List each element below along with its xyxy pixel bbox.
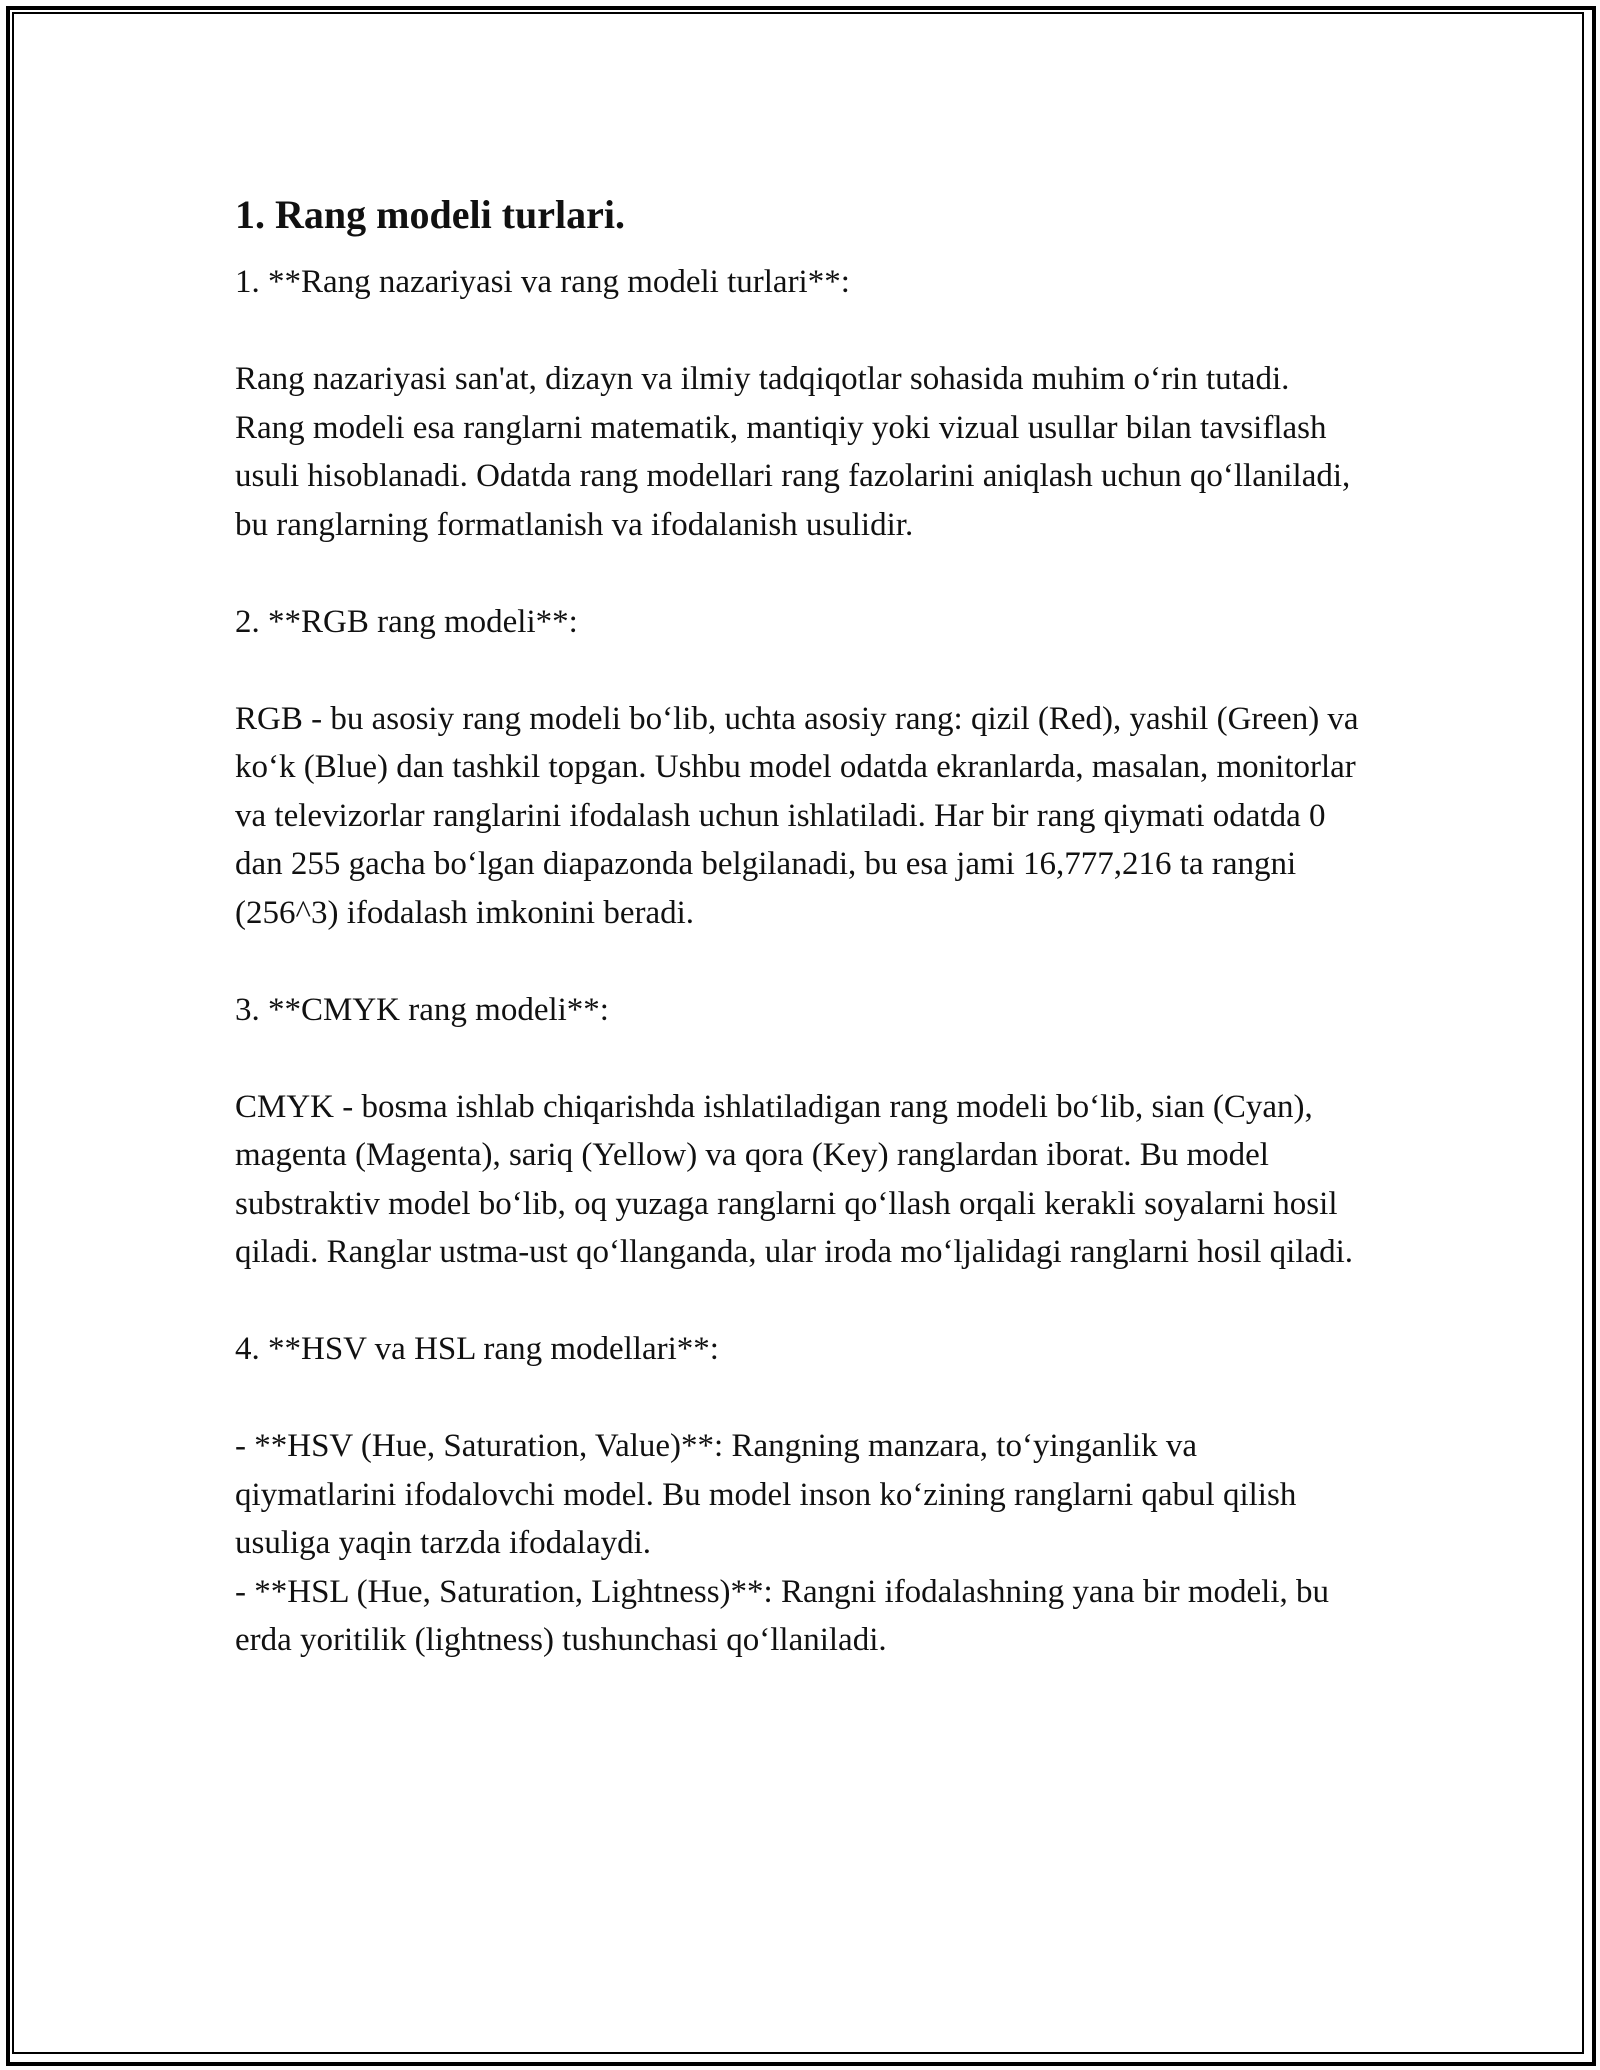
- section-heading-cmyk: 3. **CMYK rang modeli**:: [235, 991, 609, 1028]
- section-heading-rang-nazariyasi: 1. **Rang nazariyasi va rang modeli turlari**:: [235, 264, 850, 300]
- blank-line: [235, 1374, 1365, 1423]
- blank-line: [235, 307, 1365, 356]
- page-title: 1. Rang modeli turlari.: [235, 192, 625, 237]
- blank-line: [235, 549, 1365, 598]
- document-body: [235, 190, 1365, 1665]
- paragraph-hsv-hsl: - **HSV (Hue, Saturation, Value)**: Rangning manzara, to‘yinganlik va qiymatlarini ifodalovchi model. Bu model inson ko‘zining ranglarni qabul qilish usuliga yaqin tarzda ifodalaydi. - **HSL (Hue, Saturation, Lightness)**: Rangni ifodalashning yana bir modeli, bu erda yoritilik (lightness) tushunchasi qo‘llaniladi.: [235, 1428, 1330, 1658]
- blank-line: [235, 1034, 1365, 1083]
- blank-line: [235, 937, 1365, 986]
- paragraph-cmyk: CMYK - bosma ishlab chiqarishda ishlatiladigan rang modeli bo‘lib, sian (Cyan), magenta (Magenta), sariq (Yellow) va qora (Key) ranglardan iborat. Bu model substraktiv model bo‘lib, oq yuzaga ranglarni qo‘llash orqali kerakli soyalarni hosil qiladi. Ranglar ustma-ust qo‘llanganda, ular iroda mo‘ljalidagi ranglarni hosil qiladi.: [235, 1088, 1354, 1270]
- section-heading-rgb: 2. **RGB rang modeli**:: [235, 603, 578, 640]
- blank-line: [235, 1277, 1365, 1326]
- section-heading-hsv-hsl: 4. **HSV va HSL rang modellari**:: [235, 1331, 719, 1367]
- paragraph-rgb: RGB - bu asosiy rang modeli bo‘lib, uchta asosiy rang: qizil (Red), yashil (Green) va ko‘k (Blue) dan tashkil topgan. Ushbu model odatda ekranlarda, masalan, monitorlar va televizorlar ranglarini ifodalash uchun ishlatiladi. Har bir rang qiymati odatda 0 dan 255 gacha bo‘lgan diapazonda belgilanadi, bu esa jami 16,777,216 ta rangni (256^3) ifodalash imkonini beradi.: [235, 700, 1367, 931]
- blank-line: [235, 646, 1365, 695]
- paragraph-rang-nazariyasi: Rang nazariyasi san'at, dizayn va ilmiy tadqiqotlar sohasida muhim o‘rin tutadi. Rang modeli esa ranglarni matematik, mantiqiy yoki vizual usullar bilan tavsiflash usuli hisoblanadi. Odatda rang modellari rang fazolarini aniqlash uchun qo‘llaniladi, bu ranglarning formatlanish va ifodalanish usulidir.: [235, 361, 1359, 543]
